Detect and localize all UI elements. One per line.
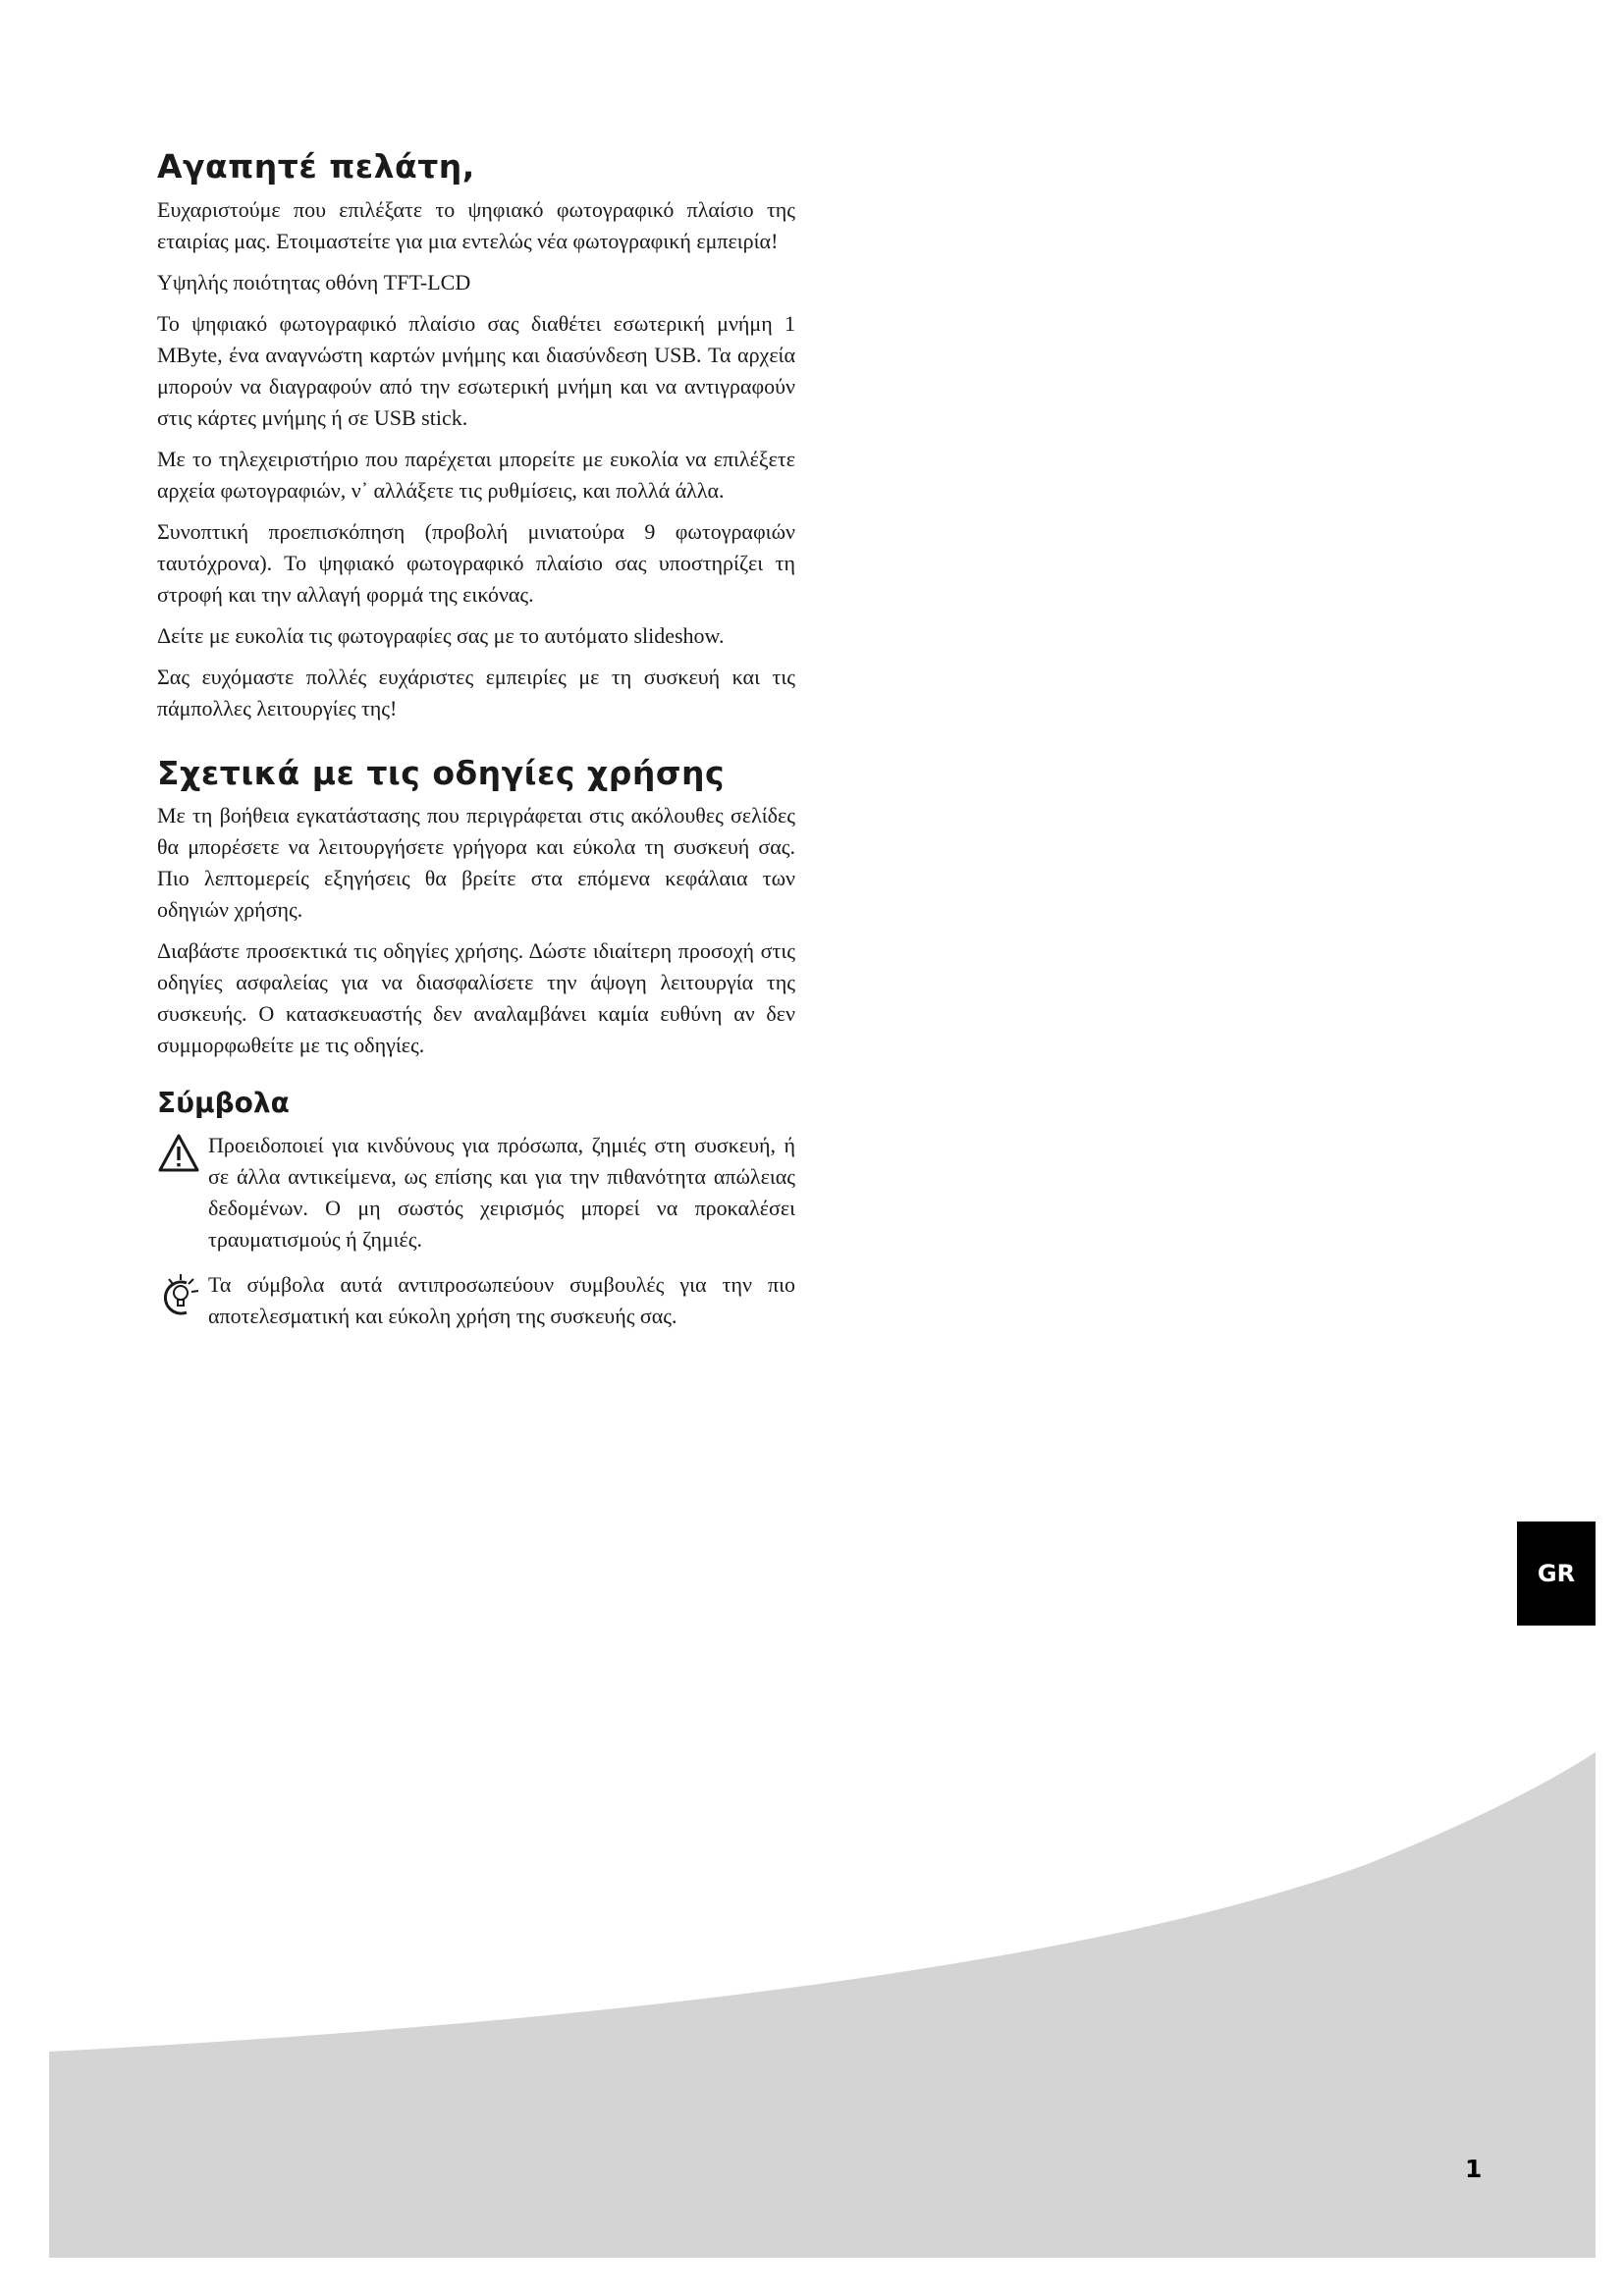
intro-paragraph: Το ψηφιακό φωτογραφικό πλαίσιο σας διαθέτει εσωτερική μνήμη 1 MByte, ένα αναγνώστη καρτών μνήμης και διασύνδεση USB. Τα αρχεία μπορούν να διαγραφούν από την εσωτερική μνήμη και να αντιγραφούν στις κάρτες μνήμης ή σε USB stick. bbox=[157, 310, 795, 430]
page-content bbox=[157, 147, 795, 1346]
intro-paragraph: Σας ευχόμαστε πολλές ευχάριστες εμπειρίες με τη συσκευή και τις πάμπολλες λειτουργίες της! bbox=[157, 664, 795, 721]
tip-text: Τα σύμβολα αυτά αντιπροσωπεύουν συμβουλές για την πιο αποτελεσματική και εύκολη χρήση της συσκευής σας. bbox=[208, 1271, 795, 1328]
about-heading: Σχετικά με τις οδηγίες χρήσης bbox=[157, 753, 726, 792]
intro-paragraph: Υψηλής ποιότητας οθόνη TFT-LCD bbox=[157, 269, 471, 294]
page-number: 1 bbox=[1465, 2155, 1483, 2183]
language-tab: GR bbox=[1517, 1522, 1596, 1626]
intro-heading: Αγαπητέ πελάτη, bbox=[157, 147, 475, 186]
intro-paragraph: Δείτε με ευκολία τις φωτογραφίες σας με το αυτόματο slideshow. bbox=[157, 622, 725, 648]
warning-text: Προειδοποιεί για κινδύνους για πρόσωπα, ζημιές στη συσκευή, ή σε άλλα αντικείμενα, ως επίσης και για την πιθανότητα απώλειας δεδομένων. Ο μη σωστός χειρισμός μπορεί να προκαλέσει τραυματισμούς ή ζημιές. bbox=[208, 1132, 795, 1252]
about-paragraph: Διαβάστε προσεκτικά τις οδηγίες χρήσης. Δώστε ιδιαίτερη προσοχή στις οδηγίες ασφαλείας για να διασφαλίσετε την άψογη λειτουργία της συσκευής. Ο κατασκευαστής δεν αναλαμβάνει καμία ευθύνη αν δεν συμμορφωθείτε με τις οδηγίες. bbox=[157, 938, 795, 1058]
intro-paragraph: Συνοπτική προεπισκόπηση (προβολή μινιατούρα 9 φωτογραφιών ταυτόχρονα). Το ψηφιακό φωτογραφικό πλαίσιο σας υποστηρίζει τη στροφή και την αλλαγή φορμά της εικόνας. bbox=[157, 518, 795, 607]
warning-symbol-row bbox=[157, 1130, 795, 1255]
symbols-heading: Σύμβολα bbox=[157, 1087, 290, 1120]
intro-paragraph: Ευχαριστούμε που επιλέξατε το ψηφιακό φωτογραφικό πλαίσιο της εταιρίας μας. Ετοιμαστείτε για μια εντελώς νέα φωτογραφική εμπειρία! bbox=[157, 196, 795, 253]
warning-triangle-icon bbox=[157, 1130, 208, 1180]
tip-symbol-row bbox=[157, 1269, 795, 1332]
about-paragraph: Με τη βοήθεια εγκατάστασης που περιγράφεται στις ακόλουθες σελίδες θα μπορέσετε να λειτουργήσετε γρήγορα και εύκολα τη συσκευή σας. Πιο λεπτομερείς εξηγήσεις θα βρείτε στα επόμενα κεφάλαια των οδηγιών χρήσης. bbox=[157, 803, 795, 923]
intro-paragraph: Με το τηλεχειριστήριο που παρέχεται μπορείτε με ευκολία να επιλέξετε αρχεία φωτογραφιών, ν᾽ αλλάξετε τις ρυθμίσεις, και πολλά άλλα. bbox=[157, 446, 795, 503]
lightbulb-tip-icon bbox=[157, 1269, 208, 1323]
